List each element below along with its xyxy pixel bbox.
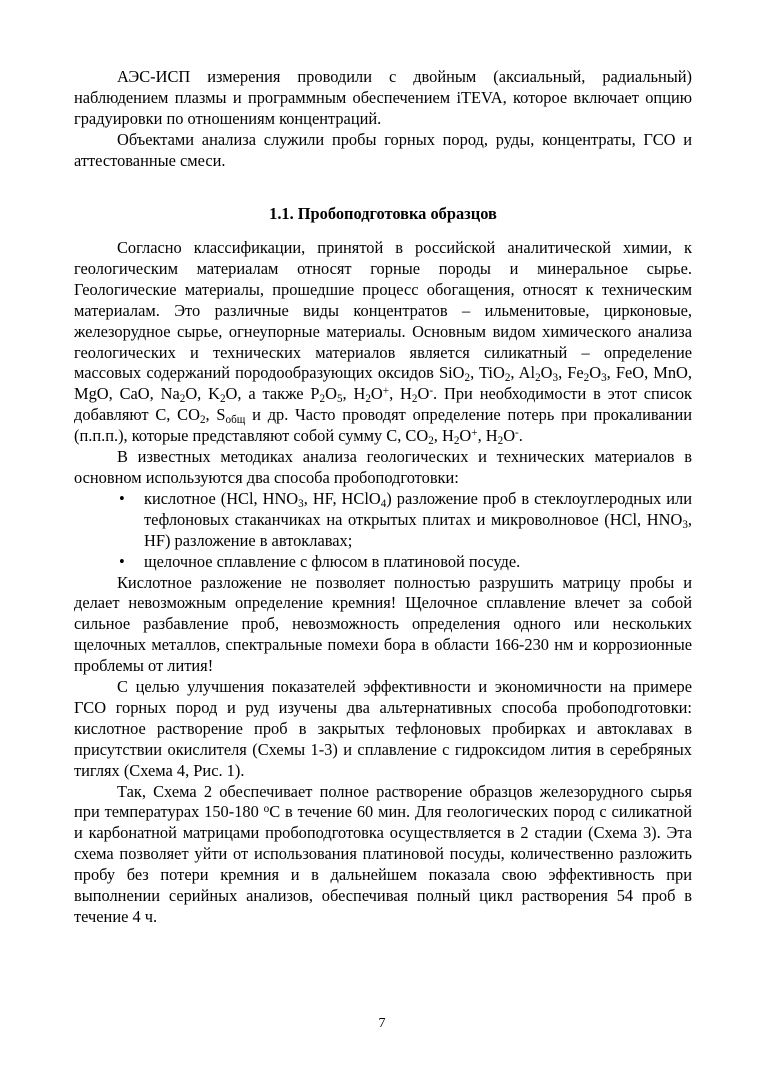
bullet-icon: •	[119, 488, 125, 508]
paragraph: Кислотное разложение не позволяет полностью разрушить матрицу пробы и делает невозможным определение кремния! Щелочное сплавление влечет за собой сильное разбавление проб, невозможность определения одного или нескольких щелочных металлов, спектральные помехи бора в области 166-230 нм и коррозионные проблемы от лития!	[74, 572, 692, 676]
paragraph: В известных методиках анализа геологических и технических материалов в основном используются два способа пробоподготовки:	[74, 447, 692, 487]
bullet-icon: •	[119, 551, 125, 571]
paragraph: С целью улучшения показателей эффективности и экономичности на примере ГСО горных пород и руд изучены два альтернативных способа пробоподготовки: кислотное растворение проб в закрытых тефлоновых пробирках и автоклавах в присутствии окислителя (Схемы 1-3) и сплавление с гидроксидом лития в серебряных тиглях (Схема 4, Рис. 1).	[74, 677, 692, 780]
list-item: • щелочное сплавление с флюсом в платиновой посуде.	[119, 551, 521, 571]
page-number: 7	[378, 1016, 386, 1031]
paragraph: Так, Схема 2 обеспечивает полное растворение образцов железорудного сырья при температурах 150-180 $^о$С в течение 60 мин. Для геологических пород с силикатной и карбонатной матрицами пробоподготовка осуществляется в 2 стадии (Схема 3). Эта схема позволяет уйти от использования платиновой посуды, количественно разложить пробу без потери кремния и в дальнейшем показала свою эффективность при выполнении серийных анализов, обеспечивая полный цикл растворения 54 проб в течение 4 ч.	[74, 781, 692, 926]
paragraph: АЭС-ИСП измерения проводили с двойным (аксиальный, радиальный) наблюдением плазмы и программным обеспечением iTEVA, которое включает опцию градуировки по отношениям концентраций.	[74, 67, 692, 128]
paragraph: Согласно классификации, принятой в российской аналитической химии, к геологическим материалам относят горные породы и минеральное сырье. Геологические материалы, прошедшие процесс обогащения, относят к техническим материалам. Это различные виды концентратов – ильменитовые, цирконовые, железорудное сырье, огнеупорные материалы. Основным видом химического анализа геологических и технических материалов является силикатный – определение массовых содержаний породообразующих оксидов SiO$_2$, TiO$_2$, $Al_2O_3$, $Fe_2O_3$, FeO, MnO, MgO, CaO, $Na_2O$, $K_2O$, а также $P_2O_5$, $H_2O^+$, $H_2O^-$. При необходимости в этот список добавляют C, $CO_2$, $S_{общ}$ и др. Часто проводят определение потерь при прокаливании (п.п.п.), которые представляют собой сумму C, $CO_2$, $H_2O^+$, $H_2O^-$.	[74, 238, 692, 447]
paragraph: Объектами анализа служили пробы горных пород, руды, концентраты, ГСО и аттестованные смеси.	[74, 129, 692, 170]
method-list	[74, 489, 692, 573]
intro-text	[74, 67, 692, 172]
section-body	[74, 238, 692, 928]
section-heading: 1.1. Пробоподготовка образцов	[269, 204, 497, 223]
list-item: • кислотное (HCl, $HNO_3$, HF, HClO$_4$) разложение проб в стеклоуглеродных или тефлоновых стаканчиках на открытых плитах и микроволновое (HCl, $HNO_3$, HF) разложение в автоклавах;	[119, 488, 692, 550]
